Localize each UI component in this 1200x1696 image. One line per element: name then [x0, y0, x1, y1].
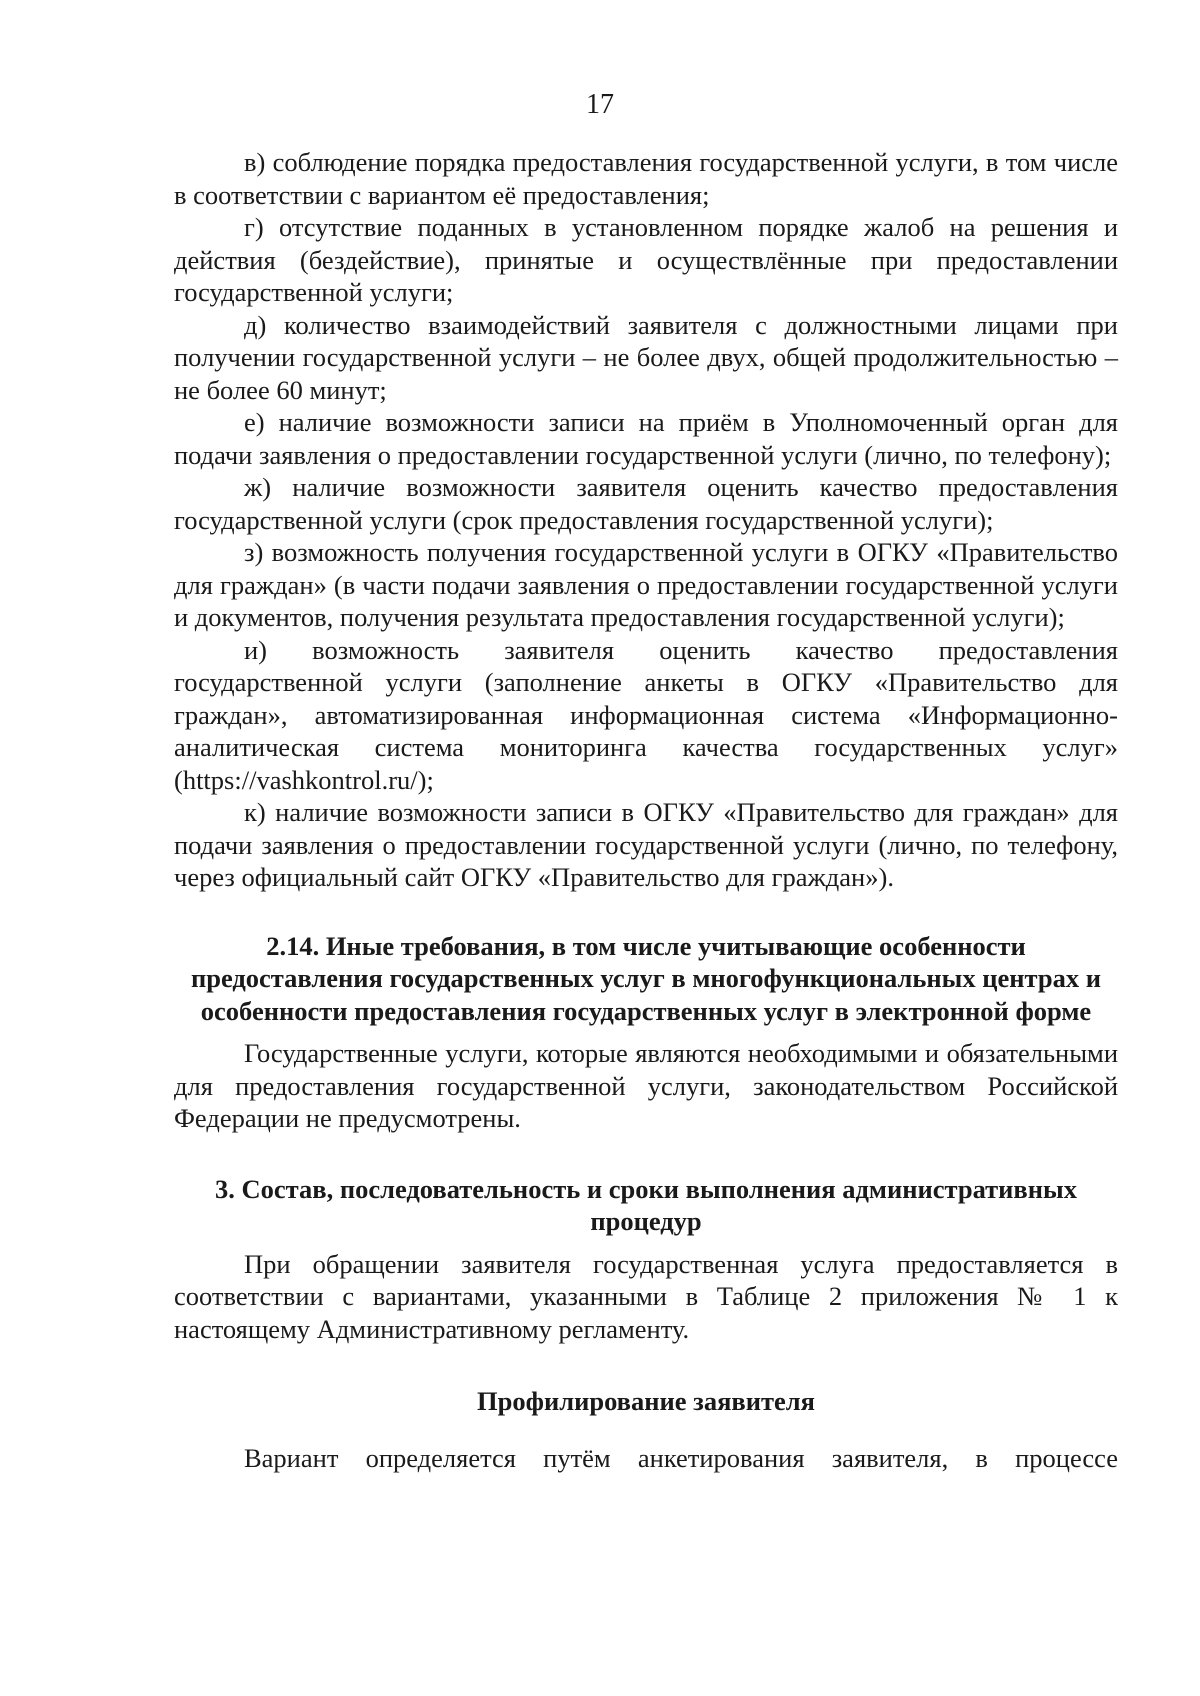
- list-item-z: з) возможность получения государственной услуги в ОГКУ «Правительство для граждан» (в части подачи заявления о предоставлении государственной услуги и документов, получения результата предоставления государственной услуги);: [174, 537, 1118, 632]
- list-item-zh: ж) наличие возможности заявителя оценить качество предоставления государственной услуги (срок предоставления государственной услуги);: [174, 472, 1118, 535]
- section-3-paragraph: При обращении заявителя государственная услуга предоставляется в соответствии с вариантами, указанными в Таблице 2 приложения № 1 к настоящему Административному регламенту.: [174, 1248, 1118, 1344]
- profiling-heading: Профилирование заявителя: [477, 1386, 815, 1416]
- section-3-heading: 3. Состав, последовательность и сроки выполнения административных процедур: [215, 1173, 1077, 1236]
- list-item-k: к) наличие возможности записи в ОГКУ «Правительство для граждан» для подачи заявления о предоставлении государственной услуги (лично, по телефону, через официальный сайт ОГКУ «Правительство для граждан»).: [174, 797, 1118, 892]
- list-item-g: г) отсутствие поданных в установленном порядке жалоб на решения и действия (бездействие), принятые и осуществлённые при предоставлении государственной услуги;: [174, 212, 1118, 307]
- list-item-v: в) соблюдение порядка предоставления государственной услуги, в том числе в соответствии с вариантом её предоставления;: [174, 147, 1118, 210]
- list-item-i: и) возможность заявителя оценить качество предоставления государственной услуги (заполнение анкеты в ОГКУ «Правительство для граждан», автоматизированная информационная система «Информационно-аналитическая система мониторинга качества государственных услуг» (https://vashkontrol.ru/);: [174, 634, 1118, 795]
- profiling-paragraph: Вариант определяется путём анкетирования заявителя, в процессе: [244, 1442, 1118, 1473]
- document-body: [174, 146, 1118, 1474]
- section-2-14-heading: 2.14. Иные требования, в том числе учитывающие особенности предоставления государственных услуг в многофункциональных центрах и особенности предоставления государственных услуг в электронной форме: [190, 930, 1102, 1026]
- page-number: 17: [586, 89, 614, 120]
- list-item-e: е) наличие возможности записи на приём в Уполномоченный орган для подачи заявления о предоставлении государственной услуги (лично, по телефону);: [174, 407, 1118, 470]
- section-2-14-paragraph: Государственные услуги, которые являются необходимыми и обязательными для предоставления государственной услуги, законодательством Российской Федерации не предусмотрены.: [174, 1038, 1118, 1133]
- list-item-d: д) количество взаимодействий заявителя с должностными лицами при получении государственной услуги – не более двух, общей продолжительностью – не более 60 минут;: [174, 309, 1118, 405]
